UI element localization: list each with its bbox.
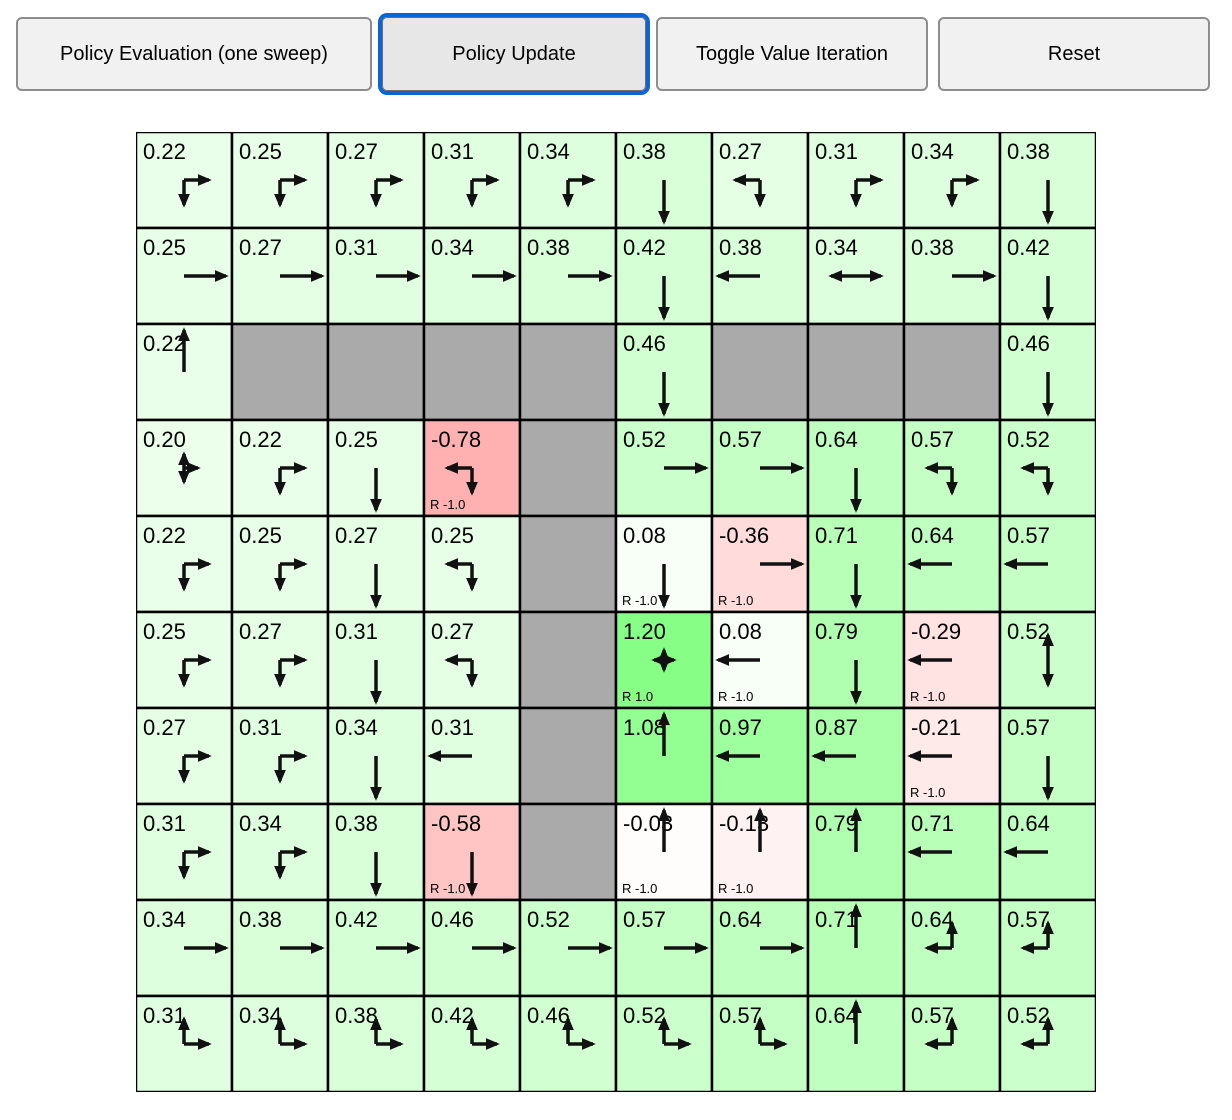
cell-background bbox=[424, 324, 520, 420]
cell-reward-label: R -1.0 bbox=[910, 785, 946, 800]
grid-cell[interactable] bbox=[328, 900, 424, 996]
wall-cell bbox=[520, 324, 616, 420]
grid-cell[interactable] bbox=[1000, 612, 1096, 708]
grid-cell[interactable] bbox=[424, 132, 520, 228]
cell-value: 1.08 bbox=[623, 715, 666, 740]
cell-value: 0.27 bbox=[143, 715, 186, 740]
cell-value: 0.22 bbox=[143, 523, 186, 548]
grid-cell[interactable] bbox=[712, 420, 808, 516]
cell-value: 0.87 bbox=[815, 715, 858, 740]
grid-cell[interactable] bbox=[1000, 804, 1096, 900]
cell-value: 0.57 bbox=[623, 907, 666, 932]
grid-cell[interactable] bbox=[232, 516, 328, 612]
wall-cell bbox=[904, 324, 1000, 420]
grid-cell[interactable] bbox=[808, 228, 904, 324]
grid-cell[interactable] bbox=[904, 612, 1000, 708]
grid-cell[interactable] bbox=[808, 420, 904, 516]
cell-reward-label: R 1.0 bbox=[622, 689, 654, 704]
grid-cell[interactable] bbox=[424, 516, 520, 612]
cell-reward-label: R -1.0 bbox=[430, 881, 466, 896]
grid-cell[interactable] bbox=[616, 612, 712, 708]
grid-cell[interactable] bbox=[328, 132, 424, 228]
grid-cell[interactable] bbox=[616, 324, 712, 420]
cell-value: 0.57 bbox=[1007, 523, 1050, 548]
cell-value: 0.57 bbox=[719, 427, 762, 452]
cell-value: -0.21 bbox=[911, 715, 962, 740]
cell-value: 0.27 bbox=[335, 139, 378, 164]
grid-cell[interactable] bbox=[136, 708, 232, 804]
cell-value: 0.38 bbox=[527, 235, 570, 260]
grid-cell[interactable] bbox=[136, 804, 232, 900]
grid-cell[interactable] bbox=[136, 228, 232, 324]
cell-value: 0.34 bbox=[335, 715, 378, 740]
grid-cell[interactable] bbox=[520, 996, 616, 1092]
cell-value: 0.25 bbox=[335, 427, 378, 452]
grid-cell[interactable] bbox=[1000, 996, 1096, 1092]
wall-cell bbox=[808, 324, 904, 420]
cell-background bbox=[904, 324, 1000, 420]
cell-value: 0.42 bbox=[335, 907, 378, 932]
cell-value: 0.52 bbox=[623, 1003, 666, 1028]
cell-value: 0.27 bbox=[335, 523, 378, 548]
cell-value: 0.52 bbox=[623, 427, 666, 452]
cell-value: 0.25 bbox=[239, 523, 282, 548]
cell-background bbox=[520, 804, 616, 900]
cell-background bbox=[328, 324, 424, 420]
wall-cell bbox=[328, 324, 424, 420]
cell-value: 0.31 bbox=[431, 715, 474, 740]
cell-value: 0.27 bbox=[239, 235, 282, 260]
grid-cell[interactable] bbox=[136, 324, 232, 420]
wall-cell bbox=[520, 708, 616, 804]
cell-reward-label: R -1.0 bbox=[622, 593, 658, 608]
grid-cell[interactable] bbox=[136, 516, 232, 612]
policy-update-button[interactable]: Policy Update bbox=[382, 17, 646, 91]
cell-value: 0.34 bbox=[527, 139, 570, 164]
grid-cell[interactable] bbox=[616, 132, 712, 228]
cell-reward-label: R -1.0 bbox=[910, 689, 946, 704]
cell-value: 0.64 bbox=[1007, 811, 1050, 836]
cell-value: 0.08 bbox=[719, 619, 762, 644]
grid-cell[interactable] bbox=[712, 900, 808, 996]
cell-value: 0.46 bbox=[527, 1003, 570, 1028]
cell-value: 0.71 bbox=[815, 523, 858, 548]
cell-value: 0.79 bbox=[815, 619, 858, 644]
grid-cell[interactable] bbox=[424, 612, 520, 708]
grid-cell[interactable] bbox=[328, 708, 424, 804]
cell-value: 0.38 bbox=[1007, 139, 1050, 164]
grid-cell[interactable] bbox=[232, 900, 328, 996]
toolbar bbox=[16, 17, 1210, 91]
cell-value: 0.31 bbox=[143, 811, 186, 836]
wall-cell bbox=[520, 612, 616, 708]
cell-value: 0.64 bbox=[911, 907, 954, 932]
cell-value: 0.52 bbox=[1007, 1003, 1050, 1028]
cell-value: 0.71 bbox=[911, 811, 954, 836]
wall-cell bbox=[232, 324, 328, 420]
cell-value: 0.46 bbox=[623, 331, 666, 356]
cell-value: 0.38 bbox=[911, 235, 954, 260]
grid-cell[interactable] bbox=[904, 228, 1000, 324]
cell-value: 0.25 bbox=[143, 235, 186, 260]
grid-cell[interactable] bbox=[712, 228, 808, 324]
cell-value: 0.22 bbox=[239, 427, 282, 452]
grid-cell[interactable] bbox=[232, 612, 328, 708]
cell-value: 0.57 bbox=[719, 1003, 762, 1028]
cell-value: 0.34 bbox=[431, 235, 474, 260]
grid-cell[interactable] bbox=[616, 804, 712, 900]
cell-value: 0.31 bbox=[815, 139, 858, 164]
cell-value: 0.42 bbox=[623, 235, 666, 260]
grid-cell[interactable] bbox=[808, 516, 904, 612]
grid-cell[interactable] bbox=[424, 900, 520, 996]
cell-background bbox=[808, 324, 904, 420]
grid-cell[interactable] bbox=[808, 804, 904, 900]
cell-value: -0.03 bbox=[623, 811, 674, 836]
cell-value: 0.31 bbox=[143, 1003, 186, 1028]
grid-cell[interactable] bbox=[232, 420, 328, 516]
grid-cell[interactable] bbox=[712, 612, 808, 708]
grid-cell[interactable] bbox=[904, 996, 1000, 1092]
grid-cell[interactable] bbox=[136, 420, 232, 516]
cell-background bbox=[520, 708, 616, 804]
grid-cell[interactable] bbox=[424, 804, 520, 900]
cell-background bbox=[520, 420, 616, 516]
grid-cell[interactable] bbox=[808, 612, 904, 708]
cell-value: -0.58 bbox=[431, 811, 482, 836]
cell-value: 0.34 bbox=[815, 235, 858, 260]
policy-evaluation-button[interactable]: Policy Evaluation (one sweep) bbox=[16, 17, 372, 91]
grid-cell[interactable] bbox=[424, 708, 520, 804]
grid-cell[interactable] bbox=[808, 996, 904, 1092]
cell-value: 0.64 bbox=[911, 523, 954, 548]
grid-cell[interactable] bbox=[904, 420, 1000, 516]
grid-cell[interactable] bbox=[232, 804, 328, 900]
cell-value: 0.34 bbox=[143, 907, 186, 932]
grid-cell[interactable] bbox=[1000, 132, 1096, 228]
cell-value: 0.31 bbox=[431, 139, 474, 164]
cell-value: 0.38 bbox=[239, 907, 282, 932]
wall-cell bbox=[712, 324, 808, 420]
grid-cell[interactable] bbox=[808, 132, 904, 228]
grid-cell[interactable] bbox=[712, 804, 808, 900]
cell-background bbox=[712, 324, 808, 420]
grid-cell[interactable] bbox=[904, 900, 1000, 996]
reset-button[interactable]: Reset bbox=[938, 17, 1210, 91]
cell-value: 0.38 bbox=[623, 139, 666, 164]
cell-value: 0.34 bbox=[239, 811, 282, 836]
grid-cell[interactable] bbox=[808, 900, 904, 996]
grid-cell[interactable] bbox=[232, 228, 328, 324]
cell-value: -0.13 bbox=[719, 811, 770, 836]
cell-value: 0.25 bbox=[143, 619, 186, 644]
cell-reward-label: R -1.0 bbox=[622, 881, 658, 896]
grid-cell[interactable] bbox=[712, 132, 808, 228]
grid-cell[interactable] bbox=[424, 228, 520, 324]
cell-value: 0.31 bbox=[335, 619, 378, 644]
cell-reward-label: R -1.0 bbox=[718, 689, 754, 704]
cell-value: 0.38 bbox=[335, 1003, 378, 1028]
cell-value: 0.64 bbox=[815, 1003, 858, 1028]
grid-cell[interactable] bbox=[328, 228, 424, 324]
cell-value: 0.52 bbox=[1007, 427, 1050, 452]
grid-cell[interactable] bbox=[1000, 324, 1096, 420]
cell-value: 0.22 bbox=[143, 139, 186, 164]
cell-value: 0.31 bbox=[335, 235, 378, 260]
grid-cell[interactable] bbox=[328, 516, 424, 612]
cell-value: 0.27 bbox=[239, 619, 282, 644]
cell-value: 0.38 bbox=[335, 811, 378, 836]
cell-value: 0.57 bbox=[1007, 715, 1050, 740]
toggle-value-iteration-button[interactable]: Toggle Value Iteration bbox=[656, 17, 928, 91]
cell-value: 0.52 bbox=[527, 907, 570, 932]
grid-cell[interactable] bbox=[712, 996, 808, 1092]
cell-value: 0.46 bbox=[1007, 331, 1050, 356]
grid-cell[interactable] bbox=[1000, 516, 1096, 612]
cell-value: 0.46 bbox=[431, 907, 474, 932]
cell-value: 0.52 bbox=[1007, 619, 1050, 644]
cell-value: 0.57 bbox=[1007, 907, 1050, 932]
cell-value: 0.79 bbox=[815, 811, 858, 836]
grid-cell[interactable] bbox=[1000, 708, 1096, 804]
grid-cell[interactable] bbox=[904, 708, 1000, 804]
grid-cell[interactable] bbox=[136, 900, 232, 996]
grid-cell[interactable] bbox=[712, 516, 808, 612]
grid-cell[interactable] bbox=[328, 420, 424, 516]
grid-cell[interactable] bbox=[136, 996, 232, 1092]
grid-cell[interactable] bbox=[616, 516, 712, 612]
cell-value: 0.08 bbox=[623, 523, 666, 548]
cell-reward-label: R -1.0 bbox=[430, 497, 466, 512]
grid-cell[interactable] bbox=[328, 612, 424, 708]
grid-cell[interactable] bbox=[904, 516, 1000, 612]
cell-background bbox=[520, 612, 616, 708]
grid-cell[interactable] bbox=[232, 708, 328, 804]
grid-cell[interactable] bbox=[904, 804, 1000, 900]
cell-value: -0.29 bbox=[911, 619, 962, 644]
cell-value: 0.34 bbox=[239, 1003, 282, 1028]
cell-value: 0.64 bbox=[719, 907, 762, 932]
cell-value: 0.57 bbox=[911, 427, 954, 452]
cell-value: 0.34 bbox=[911, 139, 954, 164]
grid-cell[interactable] bbox=[712, 708, 808, 804]
cell-value: 1.20 bbox=[623, 619, 666, 644]
cell-value: 0.27 bbox=[431, 619, 474, 644]
cell-value: -0.78 bbox=[431, 427, 482, 452]
cell-background bbox=[520, 324, 616, 420]
grid-cell[interactable] bbox=[808, 708, 904, 804]
cell-value: 0.42 bbox=[1007, 235, 1050, 260]
cell-value: 0.25 bbox=[431, 523, 474, 548]
wall-cell bbox=[520, 420, 616, 516]
grid-cell[interactable] bbox=[232, 996, 328, 1092]
cell-reward-label: R -1.0 bbox=[718, 593, 754, 608]
cell-value: 0.38 bbox=[719, 235, 762, 260]
wall-cell bbox=[520, 516, 616, 612]
cell-value: 0.97 bbox=[719, 715, 762, 740]
cell-value: 0.20 bbox=[143, 427, 186, 452]
grid-cell[interactable] bbox=[328, 996, 424, 1092]
wall-cell bbox=[520, 804, 616, 900]
grid-cell[interactable] bbox=[616, 708, 712, 804]
grid-cell[interactable] bbox=[616, 420, 712, 516]
grid-cell[interactable] bbox=[520, 132, 616, 228]
grid-cell[interactable] bbox=[520, 900, 616, 996]
cell-value: 0.57 bbox=[911, 1003, 954, 1028]
grid-cell[interactable] bbox=[136, 612, 232, 708]
cell-value: -0.36 bbox=[719, 523, 770, 548]
grid-cell[interactable] bbox=[616, 996, 712, 1092]
cell-value: 0.25 bbox=[239, 139, 282, 164]
cell-value: 0.42 bbox=[431, 1003, 474, 1028]
grid-cell[interactable] bbox=[904, 132, 1000, 228]
grid-cell[interactable] bbox=[328, 804, 424, 900]
grid-cell[interactable] bbox=[1000, 900, 1096, 996]
grid-cell[interactable] bbox=[424, 420, 520, 516]
grid-cell[interactable] bbox=[1000, 420, 1096, 516]
cell-value: 0.71 bbox=[815, 907, 858, 932]
wall-cell bbox=[424, 324, 520, 420]
cell-value: 0.64 bbox=[815, 427, 858, 452]
grid-cell[interactable] bbox=[1000, 228, 1096, 324]
grid-cell[interactable] bbox=[616, 228, 712, 324]
gridworld bbox=[136, 132, 1096, 1092]
grid-cell[interactable] bbox=[136, 132, 232, 228]
grid-cell[interactable] bbox=[424, 996, 520, 1092]
cell-background bbox=[232, 324, 328, 420]
cell-value: 0.22 bbox=[143, 331, 186, 356]
cell-value: 0.27 bbox=[719, 139, 762, 164]
grid-cell[interactable] bbox=[520, 228, 616, 324]
gridworld-svg bbox=[136, 132, 1096, 1092]
grid-cell[interactable] bbox=[616, 900, 712, 996]
cell-reward-label: R -1.0 bbox=[718, 881, 754, 896]
cell-background bbox=[520, 516, 616, 612]
grid-cell[interactable] bbox=[232, 132, 328, 228]
cell-value: 0.31 bbox=[239, 715, 282, 740]
